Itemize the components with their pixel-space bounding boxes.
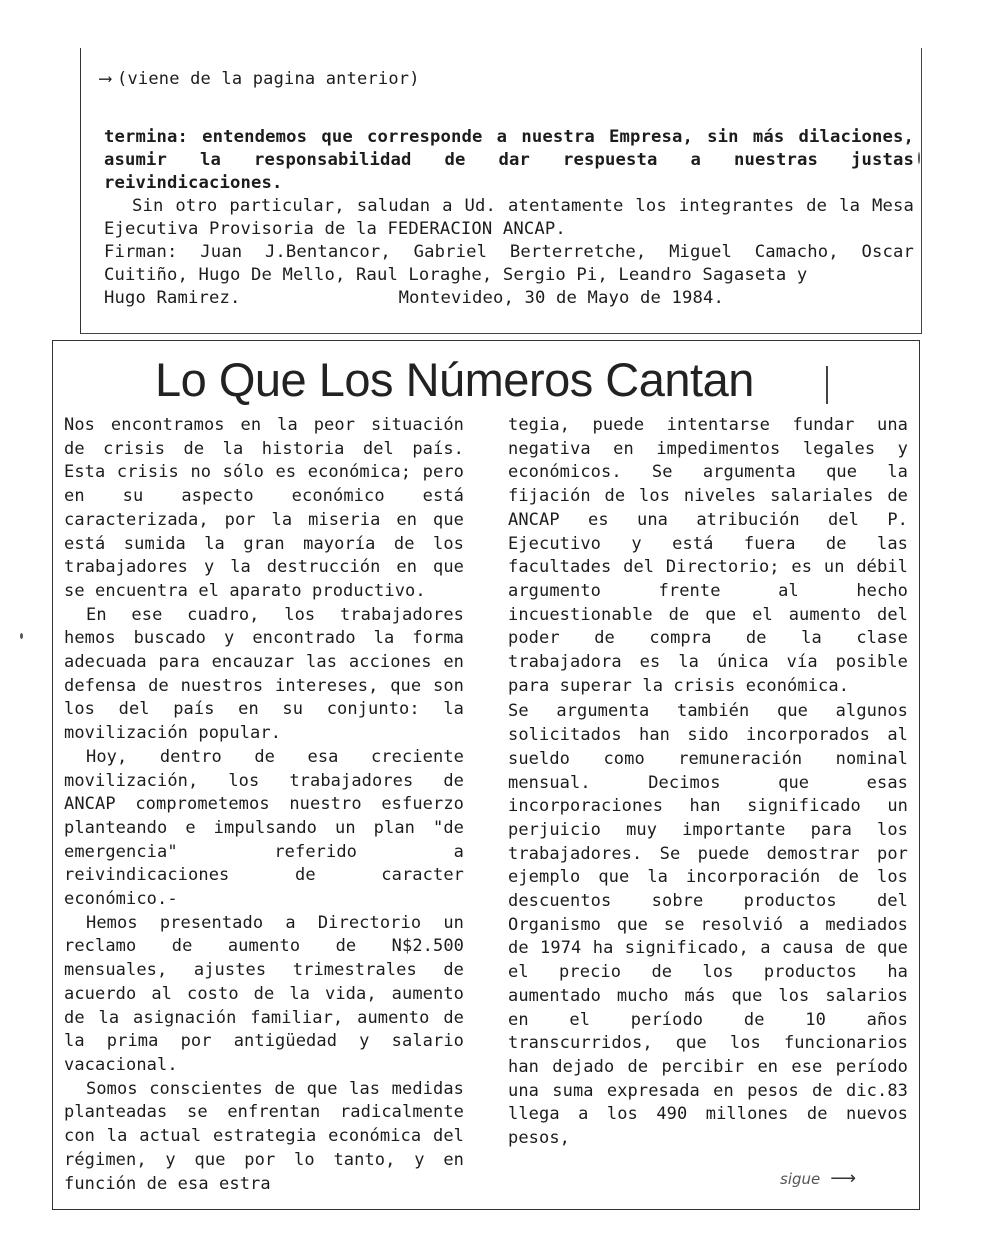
col1-paragraph: Hoy, dentro de esa creciente movilización, los trabajadores de ANCAP comprometemos nuestro esfuerzo planteando e impulsando un plan "de emergencia" referido a reivindicaciones de caracter económico.- [64,746,464,910]
article-column-2 [508,414,908,1151]
col1-paragraph: En ese cuadro, los trabajadores hemos buscado y encontrado la forma adecuada para encauzar las acciones en defensa de nuestros intereses, que son los del país en su conjunto: la movilización popular. [64,604,464,744]
letter-signatures: Firman: Juan J.Bentancor, Gabriel Berterretche, Miguel Camacho, Oscar Cuitiño, Hugo De Mello, Raul Loraghe, Sergio Pi, Leandro Sagaseta y [104,242,914,285]
continues-note [780,1168,856,1189]
letter-closing [104,126,914,310]
letter-signoff [104,287,724,310]
col1-paragraph: Hemos presentado a Directorio un reclamo de aumento de N$2.500 mensuales, ajustes trimestrales de acuerdo al costo de la vida, aumento de la asignación familiar, aumento de la prima por antigüedad y salario vacacional. [64,912,464,1075]
letter-paragraph-1: termina: entendemos que corresponde a nuestra Empresa, sin más dilaciones, asumir la responsabilidad de dar respuesta a nuestras justas reivindicaciones. [104,127,914,193]
col2-paragraph: Se argumenta también que algunos solicitados han sido incorporados al sueldo como remuneración nominal mensual. Decimos que esas incorporaciones han significado un perjuicio muy importante para los trabajadores. Se puede demostrar por ejemplo que la incorporación de los descuentos sobre productos del Organismo que se resolvió a mediados de 1974 ha significado, a causa de que el precio de los productos ha aumentado mucho más que los salarios en el período de 10 años transcurridos, que los funcionarios han dejado de percibir en ese período una suma expresada en pesos de dic.83 llega a los 490 millones de nuevos pesos, [508,701,908,1149]
letter-place-date: Montevideo, 30 de Mayo de 1984. [398,288,724,308]
arrow-left-icon: ⟶ [100,68,112,89]
scan-speck [918,152,920,164]
continued-note [100,68,420,89]
article-column-1 [64,414,464,1196]
scan-speck [20,633,23,639]
continued-note-text: (viene de la pagina anterior) [117,68,420,89]
continues-note-text: sigue [780,1169,821,1188]
letter-paragraph-2: Sin otro particular, saludan a Ud. atentamente los integrantes de la Mesa Ejecutiva Provisoria de la FEDERACION ANCAP. [104,196,914,239]
col1-paragraph: Somos conscientes de que las medidas planteadas se enfrentan radicalmente con la actual estrategia económica del régimen, y que por lo tanto, y en función de esa estra [64,1078,464,1194]
article-headline: Lo Que Los Números Cantan [155,353,754,406]
arrow-right-icon: ⟶ [830,1168,857,1189]
col2-paragraph: tegia, puede intentarse fundar una negativa en impedimentos legales y económicos. Se argumenta que la fijación de los niveles salariales de ANCAP es una atribución del P. Ejecutivo y está fuera de las facultades del Directorio; es un débil argumento frente al hecho incuestionable de que el aumento del poder de compra de la clase trabajadora es la única vía posible para superar la crisis económica. [508,415,908,696]
letter-last-signatory: Hugo Ramirez. [104,288,241,308]
headline-rule [826,366,828,404]
col1-paragraph: Nos encontramos en la peor situación de crisis de la historia del país. Esta crisis no sólo es económica; pero en su aspecto económico está caracterizada, por la miseria en que está sumida la gran mayoría de los trabajadores y la destrucción en que se encuentra el aparato productivo. [64,415,464,601]
